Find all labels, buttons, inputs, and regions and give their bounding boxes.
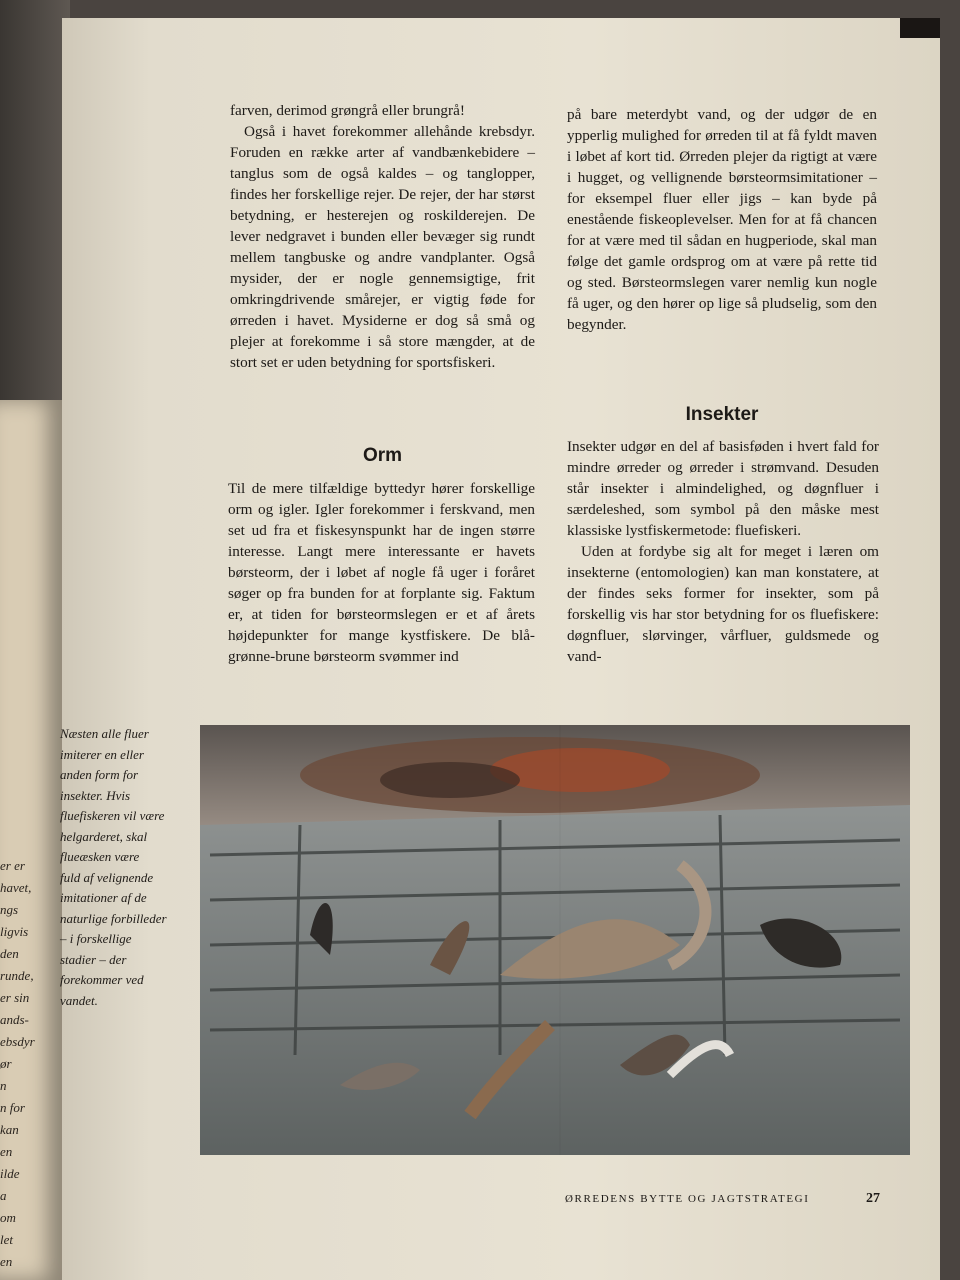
caption-line: forekommer ved <box>60 972 144 987</box>
facing-page-line: den <box>0 946 19 961</box>
section-heading-insekter: Insekter <box>685 404 759 425</box>
section-heading-orm: Orm <box>362 445 403 466</box>
caption-line: stadier – der <box>60 951 127 967</box>
page-number: 27 <box>866 1191 880 1206</box>
caption-line: fluefiskeren vil være <box>60 808 165 823</box>
caption-line: insekter. Hvis <box>60 787 131 803</box>
caption-line: fuld af velignende <box>60 869 154 885</box>
column-right-top <box>567 104 877 335</box>
facing-page-line: om <box>0 1210 16 1225</box>
caption-line: flueæsken være <box>60 849 140 864</box>
photo-fly-box <box>200 725 910 1155</box>
facing-page-line: a <box>0 1188 7 1203</box>
facing-page-line: ligvis <box>0 924 29 939</box>
caption-line: imiterer en eller <box>60 746 144 762</box>
paragraph: på bare meterdybt vand, og der udgør de en ypperlig mulighed for ørreden til at få fyldt maven i løbet af kort tid. Ørreden plejer da rigtigt at være i hugget, og vellignende børsteormsimitationer – for eksempel fluer eller jigs – kan byde på enestående fiskeoplevelser. Men for at få chancen for at være med til sådan en hugperiode, skal man følge det gamle ordsprog om at være på rette tid og sted. Børsteormslegen varer nemlig kun nogle få uger, og den hører op lige så pludselig, som den begynder. <box>567 106 877 333</box>
facing-page <box>0 400 62 1280</box>
facing-page-line: ngs <box>0 902 19 917</box>
paragraph: Uden at fordybe sig alt for meget i læren om insekterne (entomologien) kan man konstatere, at der findes seks former for insekter, som på forskellig vis har stor betydning for os fluefiskere: døgnfluer, slørvinger, vårfluer, guldsmede og vand- <box>567 543 879 665</box>
paragraph: Også i havet forekommer allehånde krebsdyr. Foruden en række arter af vandbænkebidere – tanglus som de også kaldes – og tanglopper, findes her forskellige rejer. De rejer, der har størst betydning, er hesterejen og roskilderejen. De lever nedgravet i bunden eller bevæger sig rundt mellem tangbuske og andre vandplanter. Også mysider, der er nogle gennemsigtige, frit omkringdrivende smårejer, er vigtig føde for ørreden i havet. Mysiderne er dog så små og plejer at forekomme i så store mængder, at de stort set er uden betydning for sportsfiskeri. <box>230 123 535 371</box>
facing-page-line: ilde <box>0 1166 20 1181</box>
caption-line: imitationer af de <box>60 890 147 905</box>
facing-page-line: ør <box>0 1056 12 1071</box>
facing-page-line: en <box>0 1254 13 1269</box>
caption-line: anden form for <box>60 767 138 782</box>
caption-line: vandet. <box>60 992 98 1008</box>
facing-page-line: n for <box>0 1100 25 1115</box>
facing-page-line: ebsdyr <box>0 1034 35 1049</box>
column-left-top <box>230 100 535 373</box>
facing-page-line: havet, <box>0 880 32 895</box>
running-footer: ØRREDENS BYTTE OG JAGTSTRATEGI <box>565 1193 810 1205</box>
facing-page-line: en <box>0 1144 13 1159</box>
facing-page-line: ands- <box>0 1012 29 1027</box>
facing-page-line: kan <box>0 1122 19 1137</box>
fly-box-illustration <box>200 725 910 1155</box>
facing-page-line: runde, <box>0 968 34 983</box>
caption-line: naturlige forbilleder <box>60 910 167 926</box>
facing-page-line: n <box>0 1078 7 1093</box>
caption-line: Næsten alle fluer <box>60 726 149 741</box>
facing-page-line: er er <box>0 858 25 873</box>
facing-page-line: er sin <box>0 990 30 1005</box>
paragraph: Til de mere tilfældige byttedyr hører forskellige orm og igler. Igler forekommer i ferskvand, men set ud fra et fiskesynspunkt har de ingen større interesse. Langt mere interessante er havets børsteorm, der i løbet af nogle få uger i foråret søger op fra bunden for at forplante sig. Faktum er, at tiden for børsteormslegen er et af årets højdepunkter for mange kystfiskere. De blå-grønne-brune børsteorm svømmer ind <box>228 480 535 665</box>
page-shadow-corner <box>900 18 940 38</box>
facing-page-text <box>0 855 60 1273</box>
book-left-edge <box>0 0 70 400</box>
column-left-orm <box>228 478 535 667</box>
column-right-insekter <box>567 436 879 667</box>
paragraph: Insekter udgør en del af basisføden i hvert fald for mindre ørreder og ørreder i strømvand. Desuden står insekter i almindelighed, og døgnfluer i særdeleshed, som symbol på den måske mest klassiske lystfiskermetode: fluefiskeri. <box>567 438 879 539</box>
caption-line: helgarderet, skal <box>60 828 148 844</box>
photo-caption <box>60 724 202 1011</box>
caption-line: – i forskellige <box>60 931 132 946</box>
facing-page-line: let <box>0 1232 13 1247</box>
paragraph: farven, derimod grøngrå eller brungrå! <box>230 102 465 119</box>
